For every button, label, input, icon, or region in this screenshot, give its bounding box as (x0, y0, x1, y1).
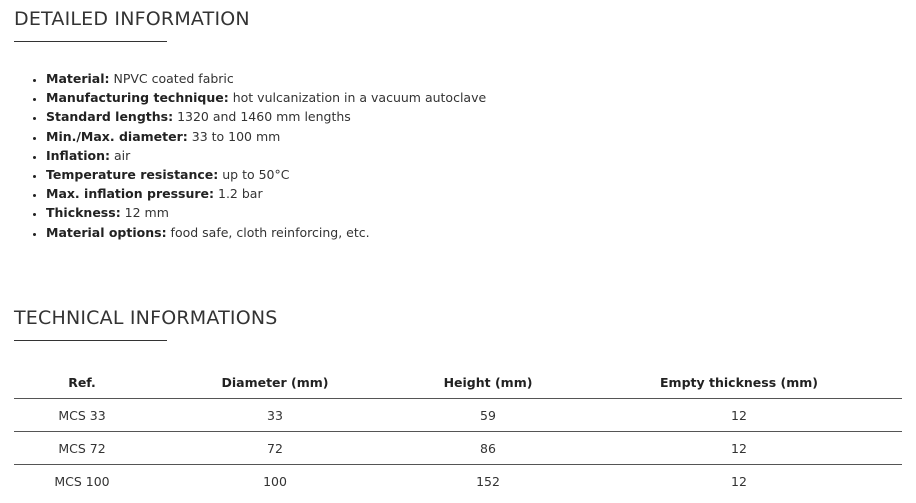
detailed-title-underline (14, 41, 167, 42)
spec-label: Min./Max. diameter: (46, 128, 188, 144)
spec-value: hot vulcanization in a vacuum autoclave (228, 90, 487, 106)
cell-height: 86 (400, 432, 576, 465)
technical-table (14, 366, 902, 497)
technical-title-underline (14, 340, 167, 341)
cell-height: 59 (400, 399, 576, 432)
spec-value: food safe, cloth reinforcing, etc. (166, 224, 370, 240)
cell-diameter: 100 (263, 473, 287, 489)
spec-label: Inflation: (46, 147, 110, 163)
spec-value: 12 mm (120, 205, 169, 221)
cell-empty-thickness: 12 (576, 432, 902, 465)
header-height: Height (mm) (400, 366, 576, 399)
specification-list (26, 69, 486, 242)
cell-height: 152 (476, 473, 500, 489)
cell-empty-thickness: 12 (731, 473, 747, 489)
spec-label: Material options: (46, 224, 167, 240)
table-row (14, 399, 902, 432)
spec-label: Material: (46, 71, 110, 86)
spec-value: up to 50°C (218, 167, 290, 183)
spec-label: Standard lengths: (46, 109, 174, 125)
spec-item-manufacturing (46, 88, 486, 107)
table-header-row (14, 366, 902, 399)
spec-item-standard-lengths (46, 107, 486, 126)
spec-item-diameter (46, 127, 486, 146)
spec-value: 1.2 bar (214, 186, 263, 202)
spec-label: Manufacturing technique: (46, 90, 229, 106)
technical-informations-title: TECHNICAL INFORMATIONS (14, 307, 278, 329)
cell-diameter: 72 (150, 432, 400, 465)
spec-label: Thickness: (46, 205, 121, 221)
cell-empty-thickness: 12 (576, 399, 902, 432)
spec-value: air (110, 147, 131, 163)
spec-value: NPVC coated fabric (109, 71, 234, 86)
spec-label: Max. inflation pressure: (46, 186, 215, 202)
spec-value: 33 to 100 mm (187, 128, 281, 144)
spec-item-pressure (46, 184, 486, 203)
spec-item-material (46, 69, 486, 88)
table-row (14, 465, 902, 498)
header-diameter: Diameter (mm) (150, 366, 400, 399)
header-ref: Ref. (14, 366, 150, 399)
cell-ref: MCS 72 (14, 432, 150, 465)
spec-label: Temperature resistance: (46, 167, 219, 183)
detailed-information-title: DETAILED INFORMATION (14, 8, 250, 30)
spec-item-inflation (46, 146, 486, 165)
header-empty-thickness: Empty thickness (mm) (576, 366, 902, 399)
spec-item-temperature (46, 165, 486, 184)
cell-ref: MCS 33 (14, 399, 150, 432)
table-row (14, 432, 902, 465)
spec-item-material-options (46, 223, 486, 242)
cell-diameter: 33 (150, 399, 400, 432)
spec-item-thickness (46, 203, 486, 222)
cell-ref: MCS 100 (54, 473, 110, 489)
spec-value: 1320 and 1460 mm lengths (173, 109, 351, 125)
